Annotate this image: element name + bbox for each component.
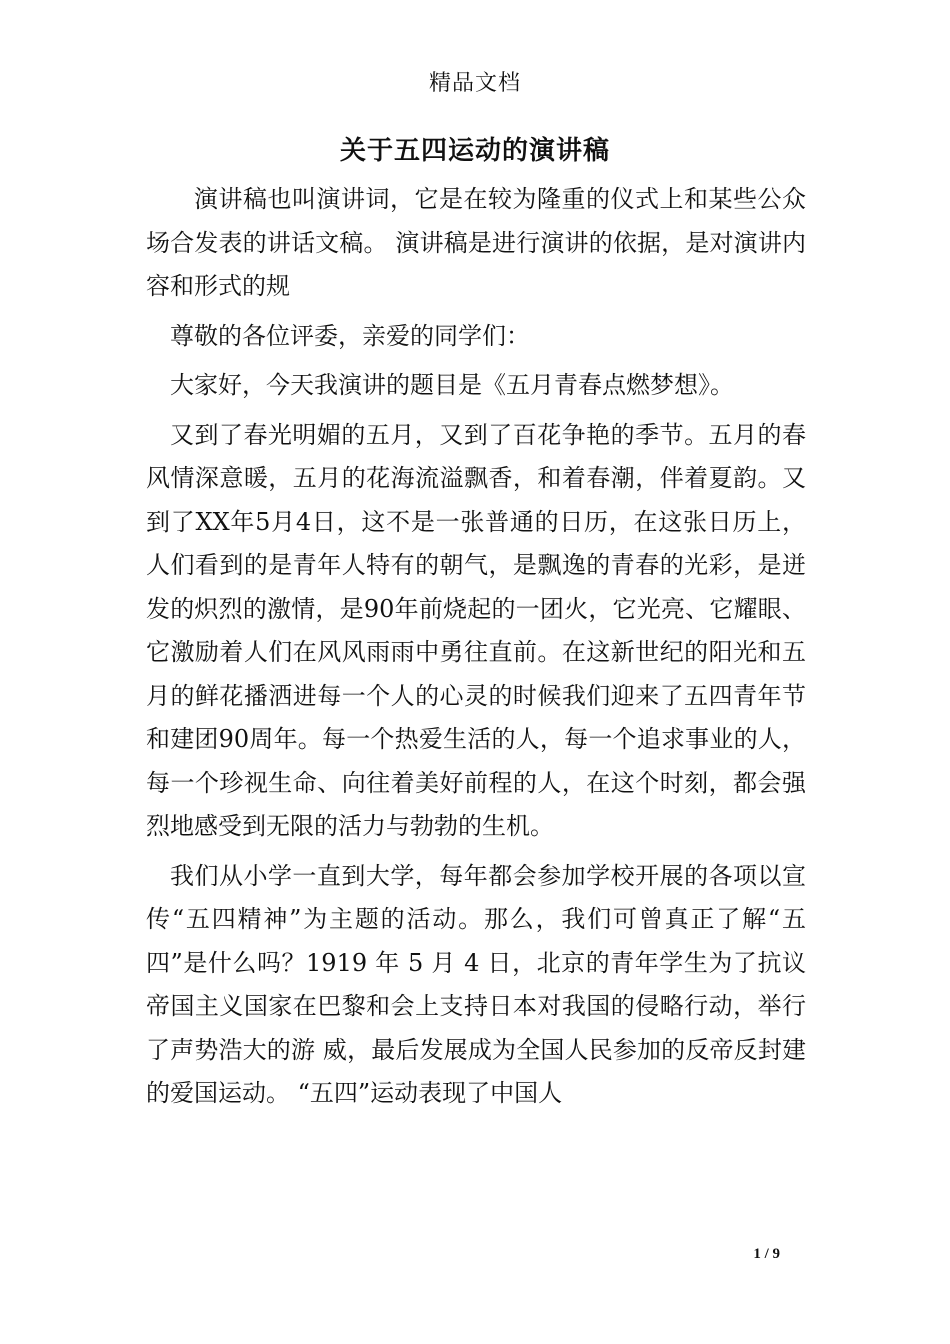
body-paragraph: 我们从小学一直到大学，每年都会参加学校开展的各项以宣传“五四精神”为主题的活动。那么，我们可曾真正了解“五四”是什么吗？1919 年 5 月 4 日，北京的青年学生为了抗议帝国主义国家在巴黎和会上支持日本对我国的侵略行动，举行了声势浩大的游 威，最后发展成为全国人民参加的反帝反封建的爱国运动。 “五四”运动表现了中国人: [146, 861, 806, 1107]
page-number: 1 / 9: [753, 1246, 780, 1262]
document-body: [146, 178, 806, 1122]
body-paragraph: 又到了春光明媚的五月，又到了百花争艳的季节。五月的春风情深意暖，五月的花海流溢飘香，和着春潮，伴着夏韵。又到了XX年5月4日，这不是一张普通的日历，在这张日历上，人们看到的是青年人特有的朝气，是飘逸的青春的光彩，是迸发的炽烈的激情，是90年前烧起的一团火，它光亮、它耀眼、它激励着人们在风风雨雨中勇往直前。在这新世纪的阳光和五月的鲜花播洒进每一个人的心灵的时候我们迎来了五四青年节和建团90周年。每一个热爱生活的人，每一个追求事业的人，每一个珍视生命、向往着美好前程的人，在这个时刻，都会强烈地感受到无限的活力与勃勃的生机。: [146, 420, 806, 840]
greeting-paragraph: 大家好，今天我演讲的题目是《五月青春点燃梦想》。: [170, 371, 734, 399]
salutation-paragraph: 尊敬的各位评委，亲爱的同学们：: [170, 321, 530, 350]
page-header: 精品文档: [428, 71, 521, 96]
document-title: 关于五四运动的演讲稿: [339, 136, 610, 166]
intro-paragraph: 演讲稿也叫演讲词，它是在较为隆重的仪式上和某些公众场合发表的讲话文稿。 演讲稿是进行演讲的依据，是对演讲内容和形式的规: [146, 185, 806, 300]
